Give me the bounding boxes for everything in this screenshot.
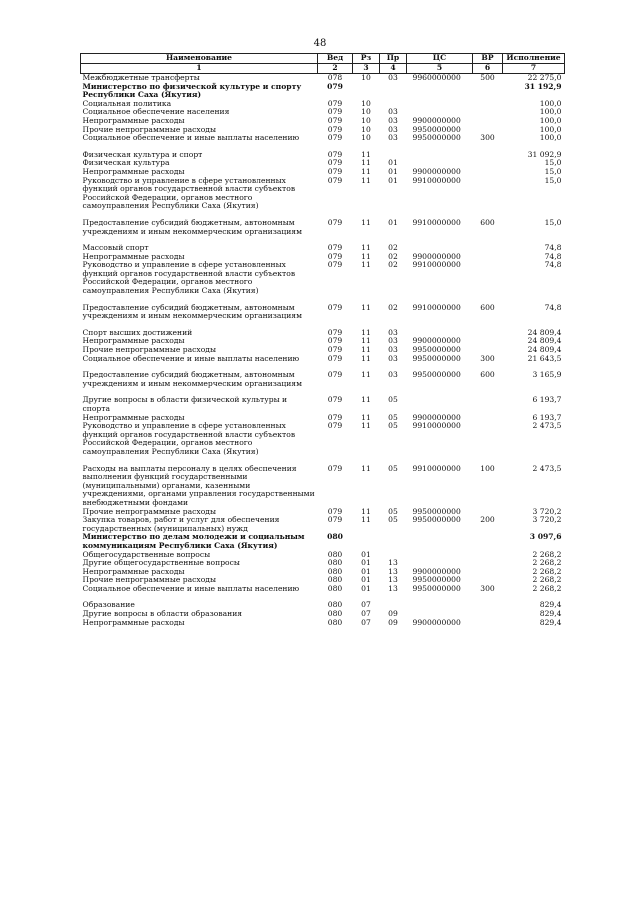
row-cs-cell: 9900000000	[412, 566, 461, 576]
row-cs-cell: 9900000000	[412, 617, 461, 627]
row-rz-cell: 11	[361, 327, 371, 337]
row-name-cell: Расходы на выплаты персоналу в целях обеспечения выполнения функций государственными (муниципальными) органами, казенными учреждениями, органами управления государственными внебюджетными фондами	[82, 463, 315, 507]
header-cs: ЦС	[407, 54, 473, 64]
budget-table	[80, 53, 565, 627]
row-pr-cell: 02	[388, 251, 398, 261]
row-pr-cell: 03	[388, 345, 398, 355]
row-cs-cell: 9950000000	[412, 506, 461, 516]
row-pr-cell: 01	[388, 217, 398, 227]
row-vr-cell	[473, 253, 503, 262]
row-sum-cell: 3 720,2	[532, 506, 562, 516]
row-vr-cell	[473, 422, 503, 456]
row-ved-cell: 079	[327, 353, 343, 363]
row-sum-cell: 2 268,2	[532, 558, 562, 568]
row-rz-cell: 11	[361, 370, 371, 380]
row-cs-cell	[407, 151, 473, 160]
row-sum-cell: 2 268,2	[532, 583, 562, 593]
row-name-cell: Прочие непрограммные расходы	[82, 124, 217, 134]
row-pr-cell: 05	[388, 463, 398, 473]
row-vr-cell	[473, 168, 503, 177]
row-sum-cell: 100,0	[539, 133, 562, 143]
row-vr-cell	[473, 244, 503, 253]
row-cs-cell: 9960000000	[412, 73, 461, 82]
row-sum-cell: 21 643,5	[527, 353, 562, 363]
row-rz-cell: 11	[361, 260, 371, 270]
row-cs-cell: 9950000000	[412, 353, 461, 363]
row-name-cell: Прочие непрограммные расходы	[82, 575, 217, 585]
row-name-cell: Социальное обеспечение населения	[82, 107, 230, 117]
row-cs-cell: 9950000000	[412, 124, 461, 134]
row-sum-cell: 74,8	[544, 243, 562, 253]
row-ved-cell: 079	[327, 260, 343, 270]
header-rz: Рз	[353, 54, 380, 64]
table-row	[81, 219, 565, 236]
row-cs-cell	[407, 533, 473, 550]
row-rz-cell	[353, 83, 380, 100]
table-column-numbers-row	[81, 64, 565, 74]
header-sum: Исполнение	[503, 54, 565, 64]
header-name: Наименование	[81, 54, 318, 64]
table-row	[81, 304, 565, 321]
row-sum-cell: 74,8	[544, 251, 562, 261]
header-pr: Пр	[380, 54, 407, 64]
row-pr-cell	[380, 83, 407, 100]
row-name-cell: Социальное обеспечение и иные выплаты населению	[82, 583, 300, 593]
row-vr-cell	[473, 117, 503, 126]
row-pr-cell: 05	[388, 506, 398, 516]
row-sum-cell: 3 165,9	[532, 370, 562, 380]
row-sum-cell: 24 809,4	[527, 336, 562, 346]
row-vr-cell	[473, 396, 503, 413]
table-spacer-row	[81, 236, 565, 244]
row-rz-cell: 07	[361, 600, 371, 610]
row-vr-cell: 200	[480, 515, 495, 525]
table-body	[81, 74, 565, 628]
row-pr-cell: 01	[388, 166, 398, 176]
row-ved-cell: 079	[327, 336, 343, 346]
row-ved-cell: 079	[327, 327, 343, 337]
row-name-cell: Непрограммные расходы	[82, 251, 185, 261]
column-number: 1	[81, 64, 318, 74]
row-sum-cell: 74,8	[544, 302, 562, 312]
row-ved-cell: 079	[327, 463, 343, 473]
header-vr: ВР	[473, 54, 503, 64]
row-name-cell: Закупка товаров, работ и услуг для обеспечения государственных (муниципальных) нужд	[82, 515, 280, 533]
row-sum-cell: 24 809,4	[527, 345, 562, 355]
row-pr-cell	[380, 533, 407, 550]
row-cs-cell: 9950000000	[412, 515, 461, 525]
row-rz-cell: 10	[361, 124, 371, 134]
row-rz-cell: 11	[361, 302, 371, 312]
row-rz-cell: 11	[361, 353, 371, 363]
row-vr-cell: 300	[480, 583, 495, 593]
row-vr-cell: 600	[480, 302, 495, 312]
row-ved-cell: 079	[327, 124, 343, 134]
table-row	[81, 83, 565, 100]
row-vr-cell	[473, 100, 503, 109]
row-sum-cell: 2 473,5	[532, 463, 562, 473]
row-cs-cell: 9900000000	[412, 166, 461, 176]
row-ved-cell: 080	[327, 583, 343, 593]
row-pr-cell: 02	[388, 243, 398, 253]
row-sum-cell: 15,0	[544, 158, 562, 168]
row-sum-cell: 100,0	[539, 115, 562, 125]
row-ved-cell: 079	[327, 133, 343, 143]
row-vr-cell	[473, 559, 503, 568]
row-pr-cell: 03	[388, 370, 398, 380]
column-number: 7	[503, 64, 565, 74]
row-pr-cell: 03	[388, 73, 398, 82]
row-sum-cell: 6 193,7	[532, 395, 562, 405]
row-rz-cell: 11	[361, 412, 371, 422]
column-number: 5	[407, 64, 473, 74]
column-number: 4	[380, 64, 407, 74]
row-ved-cell: 080	[327, 575, 343, 585]
row-pr-cell: 01	[388, 175, 398, 185]
row-vr-cell: 100	[480, 463, 495, 473]
row-ved-cell: 079	[327, 115, 343, 125]
row-pr-cell: 13	[388, 583, 398, 593]
row-vr-cell	[473, 83, 503, 100]
row-ved-cell: 080	[327, 617, 343, 627]
row-rz-cell: 11	[361, 345, 371, 355]
row-pr-cell: 13	[388, 558, 398, 568]
row-vr-cell	[473, 619, 503, 628]
row-sum-cell: 829,4	[539, 617, 562, 627]
row-ved-cell: 079	[327, 81, 343, 91]
row-ved-cell: 079	[327, 217, 343, 227]
row-name-cell: Прочие непрограммные расходы	[82, 506, 217, 516]
row-rz-cell: 10	[361, 98, 371, 108]
row-pr-cell: 03	[388, 124, 398, 134]
page-number: 48	[313, 38, 327, 49]
row-cs-cell: 9900000000	[412, 412, 461, 422]
row-cs-cell	[407, 100, 473, 109]
row-pr-cell: 05	[388, 421, 398, 431]
table-row	[81, 422, 565, 456]
row-vr-cell	[473, 337, 503, 346]
row-ved-cell: 080	[327, 609, 343, 619]
row-cs-cell: 9950000000	[412, 575, 461, 585]
table-row	[81, 533, 565, 550]
row-vr-cell	[473, 414, 503, 423]
row-ved-cell: 079	[327, 370, 343, 380]
spacer-cell	[81, 593, 565, 601]
row-name-cell: Межбюджетные трансферты	[82, 73, 200, 82]
row-sum-cell: 3 097,6	[529, 532, 562, 542]
column-number: 2	[318, 64, 353, 74]
row-rz-cell: 01	[361, 575, 371, 585]
row-cs-cell: 9950000000	[412, 583, 461, 593]
row-pr-cell: 03	[388, 327, 398, 337]
row-vr-cell: 600	[480, 370, 495, 380]
row-cs-cell	[407, 551, 473, 560]
row-sum-cell: 100,0	[539, 107, 562, 117]
row-ved-cell: 079	[327, 302, 343, 312]
row-sum-cell: 829,4	[539, 609, 562, 619]
row-rz-cell: 11	[361, 463, 371, 473]
row-ved-cell: 079	[327, 515, 343, 525]
row-rz-cell	[353, 533, 380, 550]
row-name-cell: Другие вопросы в области физической культуры и спорта	[82, 395, 288, 413]
row-rz-cell: 11	[361, 251, 371, 261]
row-sum-cell: 15,0	[544, 166, 562, 176]
table-row	[81, 177, 565, 211]
row-name-cell: Министерство по физической культуре и спорту Республики Саха (Якутия)	[82, 81, 302, 100]
row-name-cell: Руководство и управление в сфере установленных функций органов государственной власти субъектов Российской Федерации, органов местного самоуправления Республики Саха (Якутия)	[82, 421, 296, 456]
row-sum-cell: 15,0	[544, 175, 562, 185]
row-name-cell: Прочие непрограммные расходы	[82, 345, 217, 355]
row-vr-cell	[473, 151, 503, 160]
table-header-row	[81, 54, 565, 64]
row-ved-cell: 079	[327, 166, 343, 176]
row-sum-cell: 3 720,2	[532, 515, 562, 525]
row-sum-cell: 2 268,2	[532, 566, 562, 576]
row-name-cell: Непрограммные расходы	[82, 115, 185, 125]
row-pr-cell: 03	[388, 115, 398, 125]
row-sum-cell: 100,0	[539, 98, 562, 108]
row-name-cell: Общегосударственные вопросы	[82, 549, 211, 559]
row-rz-cell: 11	[361, 217, 371, 227]
row-name-cell: Министерство по делам молодежи и социальным коммуникациям Республики Саха (Якутия)	[82, 532, 305, 550]
row-ved-cell: 079	[327, 506, 343, 516]
row-name-cell: Физическая культура	[82, 158, 170, 168]
row-rz-cell: 01	[361, 583, 371, 593]
row-ved-cell: 079	[327, 98, 343, 108]
row-name-cell: Непрограммные расходы	[82, 566, 185, 576]
row-rz-cell: 01	[361, 558, 371, 568]
row-rz-cell: 11	[361, 421, 371, 431]
row-name-cell: Социальное обеспечение и иные выплаты населению	[82, 133, 300, 143]
row-vr-cell	[473, 568, 503, 577]
row-name-cell: Непрограммные расходы	[82, 166, 185, 176]
row-name-cell: Физическая культура и спорт	[82, 149, 203, 159]
row-rz-cell: 11	[361, 166, 371, 176]
row-ved-cell: 080	[327, 558, 343, 568]
row-rz-cell: 11	[361, 175, 371, 185]
row-name-cell: Социальное обеспечение и иные выплаты населению	[82, 353, 300, 363]
row-rz-cell: 07	[361, 609, 371, 619]
row-rz-cell: 11	[361, 506, 371, 516]
row-pr-cell: 03	[388, 353, 398, 363]
row-rz-cell: 01	[361, 566, 371, 576]
row-name-cell: Предоставление субсидий бюджетным, автономным учреждениям и иным некоммерческим организациям	[82, 217, 303, 236]
row-ved-cell: 079	[327, 243, 343, 253]
row-cs-cell: 9950000000	[412, 133, 461, 143]
row-pr-cell: 03	[388, 107, 398, 117]
row-pr-cell: 02	[388, 260, 398, 270]
row-pr-cell: 01	[388, 158, 398, 168]
row-sum-cell: 6 193,7	[532, 412, 562, 422]
row-vr-cell	[473, 601, 503, 610]
row-rz-cell: 07	[361, 617, 371, 627]
row-cs-cell: 9910000000	[412, 175, 461, 185]
table-row	[81, 396, 565, 413]
row-ved-cell: 080	[327, 600, 343, 610]
row-name-cell: Руководство и управление в сфере установленных функций органов государственной власти субъектов Российской Федерации, органов местного самоуправления Республики Саха (Якутия)	[82, 260, 296, 296]
column-number: 6	[473, 64, 503, 74]
row-name-cell: Социальная политика	[82, 98, 172, 108]
row-sum-cell: 2 268,2	[532, 575, 562, 585]
row-ved-cell: 079	[327, 107, 343, 117]
row-sum-cell: 15,0	[544, 217, 562, 227]
row-name-cell: Предоставление субсидий бюджетным, автономным учреждениям и иным некоммерческим организациям	[82, 302, 303, 321]
row-vr-cell	[473, 533, 503, 550]
row-sum-cell: 24 809,4	[527, 327, 562, 337]
row-vr-cell	[473, 551, 503, 560]
header-ved: Вед	[318, 54, 353, 64]
row-vr-cell	[473, 329, 503, 338]
row-cs-cell: 9910000000	[412, 217, 461, 227]
row-vr-cell: 300	[480, 133, 495, 143]
row-sum-cell: 829,4	[539, 600, 562, 610]
table-row	[81, 261, 565, 295]
row-ved-cell: 080	[327, 549, 343, 559]
row-name-cell: Предоставление субсидий бюджетным, автономным учреждениям и иным некоммерческим организациям	[82, 370, 303, 388]
row-pr-cell: 03	[388, 336, 398, 346]
row-cs-cell: 9910000000	[412, 302, 461, 312]
row-cs-cell: 9910000000	[412, 463, 461, 473]
row-sum-cell: 74,8	[544, 260, 562, 270]
row-cs-cell: 9910000000	[412, 260, 461, 270]
row-sum-cell: 31 092,9	[527, 149, 562, 159]
row-pr-cell: 09	[388, 609, 398, 619]
row-cs-cell: 9900000000	[412, 251, 461, 261]
row-rz-cell: 10	[361, 115, 371, 125]
row-vr-cell	[473, 108, 503, 117]
row-cs-cell	[407, 83, 473, 100]
row-cs-cell	[407, 396, 473, 413]
row-name-cell: Непрограммные расходы	[82, 412, 185, 422]
table-spacer-row	[81, 593, 565, 601]
row-pr-cell: 03	[388, 133, 398, 143]
row-pr-cell: 13	[388, 566, 398, 576]
row-ved-cell: 079	[327, 421, 343, 431]
row-cs-cell: 9900000000	[412, 336, 461, 346]
row-ved-cell: 078	[327, 73, 343, 82]
row-rz-cell: 11	[361, 149, 371, 159]
row-vr-cell: 500	[480, 73, 495, 82]
row-rz-cell: 01	[361, 549, 371, 559]
row-ved-cell: 080	[327, 532, 343, 542]
row-ved-cell: 079	[327, 158, 343, 168]
row-ved-cell: 080	[327, 566, 343, 576]
table-row	[81, 619, 565, 628]
row-rz-cell: 10	[361, 133, 371, 143]
row-cs-cell: 9910000000	[412, 421, 461, 431]
row-pr-cell: 05	[388, 412, 398, 422]
row-rz-cell: 11	[361, 336, 371, 346]
row-pr-cell: 05	[388, 395, 398, 405]
table-row	[81, 516, 565, 533]
row-ved-cell: 079	[327, 395, 343, 405]
row-sum-cell: 22 275,0	[527, 73, 562, 82]
column-number: 3	[353, 64, 380, 74]
row-name-cell: Спорт высших достижений	[82, 327, 193, 337]
row-ved-cell: 079	[327, 251, 343, 261]
row-vr-cell	[473, 159, 503, 168]
row-pr-cell: 02	[388, 302, 398, 312]
row-name-cell: Непрограммные расходы	[82, 617, 185, 627]
table-row	[81, 465, 565, 508]
row-name-cell: Образование	[82, 600, 135, 610]
row-vr-cell	[473, 610, 503, 619]
row-name-cell: Другие вопросы в области образования	[82, 609, 243, 619]
row-name-cell: Непрограммные расходы	[82, 336, 185, 346]
table-row	[81, 371, 565, 388]
row-name-cell: Массовый спорт	[82, 243, 149, 253]
row-rz-cell: 10	[361, 73, 371, 82]
row-rz-cell: 10	[361, 107, 371, 117]
row-ved-cell: 079	[327, 345, 343, 355]
row-pr-cell: 05	[388, 515, 398, 525]
row-rz-cell: 11	[361, 515, 371, 525]
row-vr-cell	[473, 177, 503, 211]
row-pr-cell: 13	[388, 575, 398, 585]
row-vr-cell: 600	[480, 217, 495, 227]
table-row	[81, 134, 565, 143]
row-sum-cell: 31 192,9	[524, 81, 562, 91]
spacer-cell	[81, 236, 565, 244]
row-pr-cell: 09	[388, 617, 398, 627]
row-ved-cell: 079	[327, 175, 343, 185]
row-cs-cell	[407, 601, 473, 610]
row-cs-cell: 9950000000	[412, 370, 461, 380]
row-sum-cell: 100,0	[539, 124, 562, 134]
row-cs-cell: 9900000000	[412, 115, 461, 125]
table-row	[81, 355, 565, 364]
row-sum-cell: 2 473,5	[532, 421, 562, 431]
row-rz-cell: 11	[361, 243, 371, 253]
row-cs-cell: 9950000000	[412, 345, 461, 355]
row-vr-cell	[473, 261, 503, 295]
row-name-cell: Другие общегосударственные вопросы	[82, 558, 240, 568]
row-vr-cell: 300	[480, 353, 495, 363]
row-rz-cell: 11	[361, 395, 371, 405]
row-name-cell: Руководство и управление в сфере установленных функций органов государственной власти субъектов Российской Федерации, органов местного самоуправления Республики Саха (Якутия)	[82, 175, 296, 211]
row-ved-cell: 079	[327, 412, 343, 422]
row-rz-cell: 11	[361, 158, 371, 168]
row-sum-cell: 2 268,2	[532, 549, 562, 559]
row-ved-cell: 079	[327, 149, 343, 159]
table-row	[81, 585, 565, 594]
